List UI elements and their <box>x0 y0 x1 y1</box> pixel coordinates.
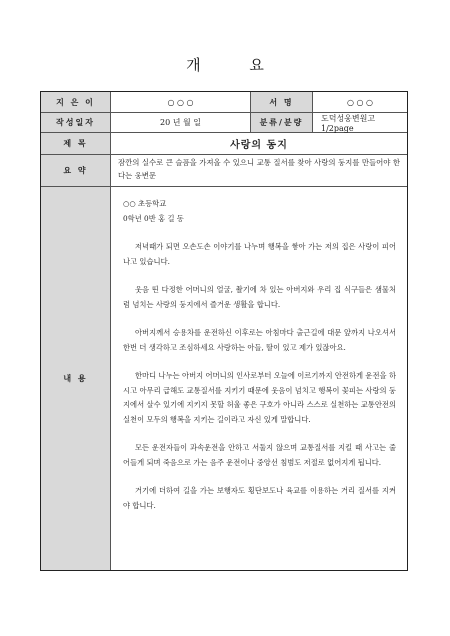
subject-row <box>41 133 407 155</box>
paragraph: 아버지께서 승용차를 운전하신 이후로는 아침마다 출근길에 대문 앞까지 나오셔서 한번 더 생각하고 조심하세요 사랑하는 아들, 딸이 있고 제가 있잖아요. <box>123 328 396 352</box>
student-name: 0학년 0반 홍 길 동 <box>123 213 184 223</box>
summary-row <box>41 155 407 187</box>
book-title-value: ○ ○ ○ <box>346 97 374 107</box>
category-label: 분류/분량 <box>251 113 313 132</box>
outline-form-table <box>40 91 408 571</box>
date-row <box>41 113 407 133</box>
author-label: 지 은 이 <box>41 92 111 112</box>
paragraph: 모든 운전자들이 과속운전을 안하고 서둘지 않으며 교통질서를 지킬 때 사고는 줄어들게 되며 죽음으로 가는 음주 운전이나 중앙선 침범도 저절로 없어지게 됩니다. <box>123 443 396 467</box>
subject-value: 사랑의 동지 <box>230 140 288 151</box>
paragraph: 한마디 나누는 아버지 어머니의 인사로부터 오늘에 이르기까지 안전하게 운전을 하시고 아무리 급해도 교통질서를 지키기 때문에 웃음이 넘치고 행복이 꽃피는 사랑의 둥지에서 살수 있기에 지키지 못할 허울 좋은 구호가 아니라 스스로 실천하는 교통안전의 실천이 모두의 행복을 지키는 길이라고 자신 있게 말합니다. <box>123 371 396 424</box>
content-body <box>111 187 407 570</box>
subject-label: 제 목 <box>41 133 111 154</box>
book-title-label: 서 명 <box>251 92 313 112</box>
school-name: ○○ 초등학교 <box>123 199 167 208</box>
author-value: ○ ○ ○ <box>111 92 251 112</box>
category-value: 도덕성웅변원고 1/2page <box>321 113 376 133</box>
paragraph: 거기에 더하여 길을 가는 보행자도 횡단보도나 육교를 이용하는 거리 질서를 지켜야 합니다. <box>123 486 396 510</box>
author-row <box>41 92 407 113</box>
summary-label: 요 약 <box>41 155 111 186</box>
paragraph: 저녁때가 되면 오손도손 이야기를 나누며 행복을 쌓아 가는 저의 집은 사랑이 피어나고 있습니다. <box>123 242 396 266</box>
page-title: 개 요 <box>186 56 286 74</box>
content-row <box>41 187 407 570</box>
paragraph: 웃음 띤 다정한 어머니의 얼굴, 촬기에 차 있는 아버지와 우리 집 식구들은 샘물처럼 넘치는 사랑의 둥지에서 즐거운 생활을 합니다. <box>123 285 396 309</box>
summary-text: 잠깐의 실수로 큰 슬픔을 가져올 수 있으니 교통 질서를 찾아 사랑의 둥지를 만들어야 한다는 웅변문 <box>118 158 400 180</box>
date-label: 작성일자 <box>41 113 111 132</box>
content-label: 내 용 <box>41 187 111 570</box>
date-value: 20 년 월 일 <box>111 113 251 132</box>
